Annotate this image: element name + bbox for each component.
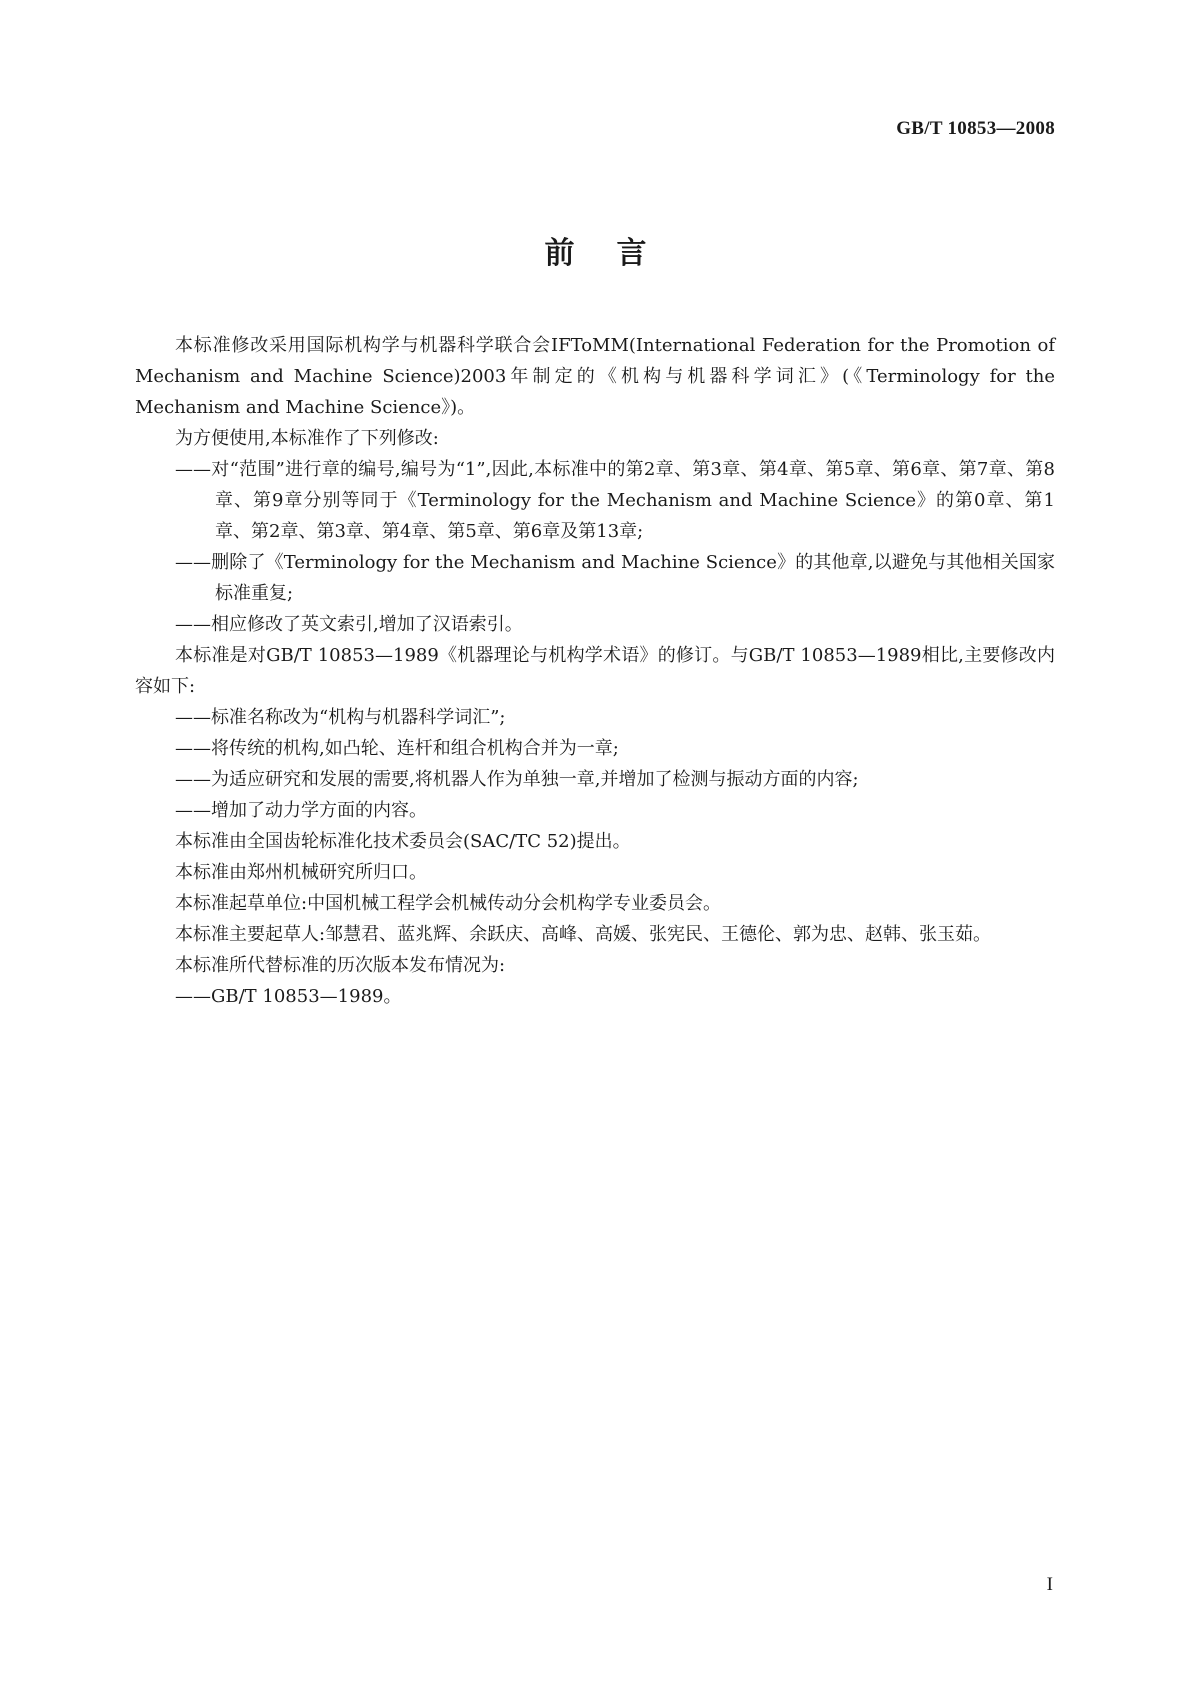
list-item: ——将传统的机构,如凸轮、连杆和组合机构合并为一章; (175, 738, 619, 759)
standard-code: GB/T 10853—2008 (896, 118, 1055, 139)
paragraph-revision: 本标准是对GB/T 10853—1989《机器理论与机构学术语》的修订。与GB/T 10853—1989相比,主要修改内容如下: (135, 645, 1055, 697)
list-item: ——GB/T 10853—1989。 (175, 986, 402, 1007)
paragraph-centralized: 本标准由郑州机械研究所归口。 (175, 862, 427, 883)
paragraph-adoption: 本标准修改采用国际机构学与机器科学联合会IFToMM(International Federation for the Promotion of Mechanism and Machine Science)2003年制定的《机构与机器科学词汇》(《Terminology for the Mechanism and Machine Science》)。 (135, 335, 1055, 418)
paragraph-drafting-unit: 本标准起草单位:中国机械工程学会机械传动分会机构学专业委员会。 (175, 893, 722, 914)
paragraph-drafters: 本标准主要起草人:邹慧君、蓝兆辉、余跃庆、高峰、高媛、张宪民、王德伦、郭为忠、赵韩、张玉茹。 (175, 924, 992, 945)
list-item: ——增加了动力学方面的内容。 (175, 800, 427, 821)
paragraph-modifications-intro: 为方便使用,本标准作了下列修改: (175, 428, 439, 449)
list-item: ——为适应研究和发展的需要,将机器人作为单独一章,并增加了检测与振动方面的内容; (175, 769, 859, 790)
list-item: ——对“范围”进行章的编号,编号为“1”,因此,本标准中的第2章、第3章、第4章、第5章、第6章、第7章、第8章、第9章分别等同于《Terminology for the Mechanism and Machine Science》的第0章、第1章、第2章、第3章、第4章、第5章、第6章及第13章; (175, 459, 1055, 542)
list-item: ——标准名称改为“机构与机器科学词汇”; (175, 707, 506, 728)
paragraph-proposer: 本标准由全国齿轮标准化技术委员会(SAC/TC 52)提出。 (175, 831, 631, 852)
document-body (135, 330, 1055, 1012)
list-item: ——相应修改了英文索引,增加了汉语索引。 (175, 614, 523, 635)
list-item: ——删除了《Terminology for the Mechanism and Machine Science》的其他章,以避免与其他相关国家标准重复; (175, 552, 1055, 604)
page-number: I (1046, 1574, 1053, 1595)
paragraph-history-intro: 本标准所代替标准的历次版本发布情况为: (175, 955, 506, 976)
page-title: 前言 (544, 236, 689, 271)
